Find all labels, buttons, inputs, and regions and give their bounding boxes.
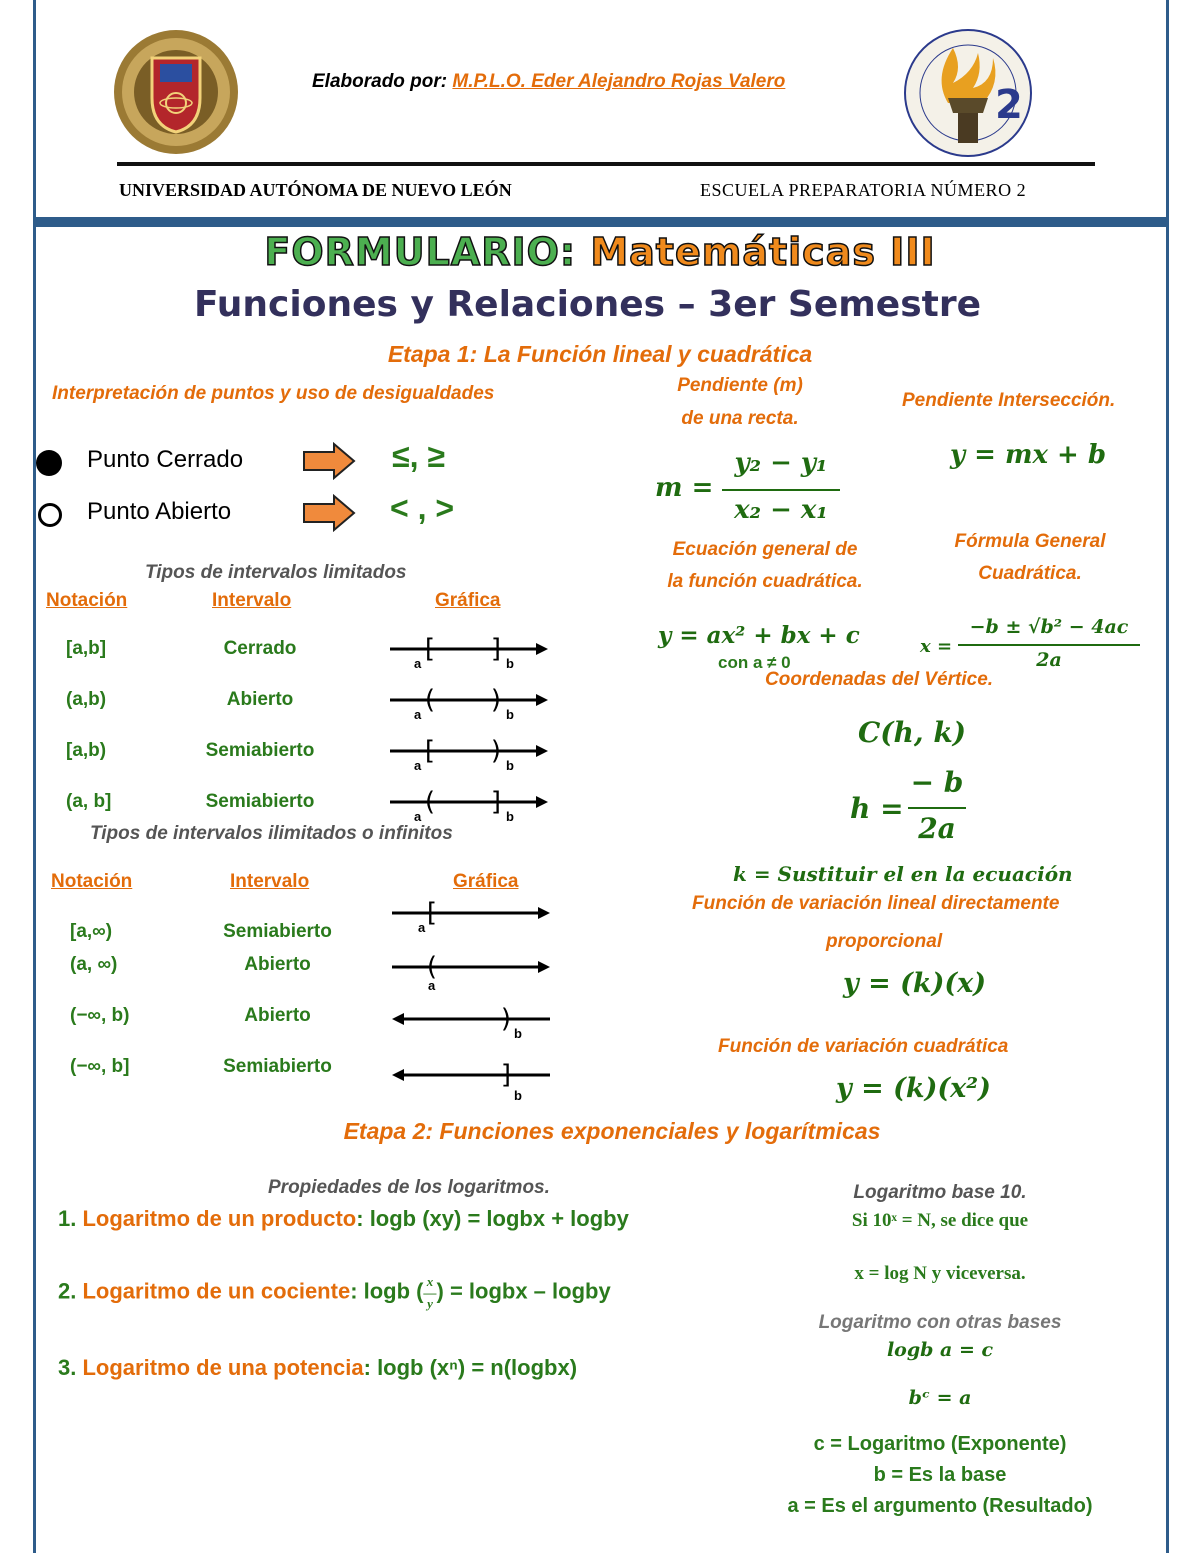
vertice-c: C(h, k)	[858, 716, 967, 749]
otras-bases-heading: Logaritmo con otras bases	[818, 1312, 1062, 1333]
interval-bracket: )	[490, 685, 502, 715]
title-part1: FORMULARIO:	[264, 230, 577, 274]
page-subtitle: Funciones y Relaciones – 3er Semestre	[193, 284, 982, 325]
vertice-h-fraction-bar	[908, 807, 966, 809]
endpoint-label: b	[514, 1088, 522, 1100]
etapa1-heading: Etapa 1: La Función lineal y cuadrática	[387, 341, 813, 367]
pendiente-m: m =	[655, 473, 714, 503]
arrow-right-icon	[302, 442, 356, 480]
col-intervalo: Intervalo	[212, 590, 292, 611]
interval-notation: [a,b]	[66, 638, 107, 659]
ec-general-heading-2: la función cuadrática.	[667, 571, 863, 592]
var-cuad-heading: Función de variación cuadrática	[718, 1036, 1009, 1057]
prop3-number: 3.	[58, 1355, 77, 1380]
formula-general-x: x =	[920, 636, 953, 657]
interval-bracket: [	[424, 634, 436, 664]
prop1-number: 1.	[58, 1206, 77, 1231]
interval-type: Abierto	[244, 1005, 311, 1026]
interval-type: Semiabierto	[223, 921, 332, 942]
number-line-graph	[388, 777, 550, 827]
var-lineal-formula: y = (k)(x)	[843, 968, 987, 999]
interval-type: Semiabierto	[205, 791, 315, 812]
header-band	[33, 217, 1169, 227]
var-cuad-formula: y = (k)(x²)	[836, 1073, 991, 1104]
interval-bracket: ]	[490, 634, 502, 664]
interval-notation: (a, ∞)	[70, 954, 118, 975]
interval-notation: (a,b)	[66, 689, 107, 710]
interval-notation: (−∞, b]	[70, 1056, 130, 1077]
author-name: M.P.L.O. Eder Alejandro Rojas Valero	[452, 71, 786, 92]
endpoint-label: b	[506, 656, 514, 671]
punto-cerrado-label: Punto Cerrado	[87, 446, 244, 473]
arrow-left-icon	[392, 1069, 404, 1081]
arrow-right-icon	[536, 745, 548, 757]
otras-bases-formula-1: logb a = c	[886, 1339, 994, 1361]
interval-bracket: (	[426, 952, 438, 982]
number-line-graph	[390, 942, 552, 992]
vertice-h-denominator: 2a	[918, 812, 956, 845]
col-grafica-inf: Gráfica	[453, 871, 519, 892]
interval-type: Cerrado	[223, 638, 297, 659]
title-part2: Matemáticas III	[590, 230, 936, 274]
interval-notation: (a, b]	[66, 791, 112, 812]
col-notacion-inf: Notación	[51, 871, 133, 892]
pendiente-heading-2: de una recta.	[681, 408, 799, 429]
col-grafica: Gráfica	[435, 590, 501, 611]
closed-point-icon	[36, 450, 62, 476]
prop3-formula: : logb (xⁿ) = n(logbx)	[363, 1355, 578, 1380]
arrow-right-icon	[536, 643, 548, 655]
formula-general-denominator: 2a	[1036, 649, 1062, 671]
open-symbols: < , >	[390, 490, 455, 526]
uanl-seal-logo	[112, 28, 240, 156]
prop2	[58, 1276, 611, 1309]
school-name: ESCUELA PREPARATORIA NÚMERO 2	[700, 180, 1027, 200]
def-b: b = Es la base	[873, 1464, 1007, 1486]
vertice-heading: Coordenadas del Vértice.	[765, 669, 994, 690]
open-point-icon	[38, 503, 62, 527]
prepa2-logo	[903, 28, 1033, 158]
pendiente-denominator: x₂ − x₁	[734, 495, 828, 525]
page-title	[0, 230, 1200, 274]
arrow-right-icon	[302, 494, 356, 532]
endpoint-label: a	[428, 978, 436, 992]
ec-general-formula: y = ax² + bx + c	[658, 622, 860, 649]
punto-abierto-label: Punto Abierto	[87, 498, 232, 525]
endpoint-label: a	[418, 920, 426, 935]
endpoint-label: b	[506, 758, 514, 773]
var-lineal-heading-2: proporcional	[826, 931, 943, 952]
prop2-fraction: x ― y	[423, 1274, 437, 1311]
header-divider	[117, 162, 1095, 166]
interval-bracket: ]	[490, 787, 502, 817]
interval-type: Abierto	[226, 689, 294, 710]
interval-bracket: )	[500, 1004, 512, 1034]
otras-bases-formula-2: bᶜ = a	[908, 1387, 972, 1409]
prop3-text: Logaritmo de una potencia	[82, 1355, 364, 1380]
interval-type: Semiabierto	[223, 1056, 332, 1077]
number-line-graph	[390, 994, 552, 1044]
interval-type: Abierto	[244, 954, 311, 975]
interval-type: Semiabierto	[205, 740, 315, 761]
interval-bracket: [	[426, 898, 438, 928]
vertice-k: k = Sustituir el en la ecuación	[733, 862, 1073, 886]
interval-bracket: [	[424, 736, 436, 766]
author-line	[312, 71, 785, 93]
vertice-h-numerator: − b	[910, 766, 964, 799]
col-intervalo-inf: Intervalo	[230, 871, 310, 892]
endpoint-label: b	[506, 809, 514, 824]
pendiente-numerator: y₂ − y₁	[734, 448, 828, 478]
base10-line2: x = log N y viceversa.	[854, 1263, 1026, 1284]
interp-heading: Interpretación de puntos y uso de desigualdades	[52, 383, 495, 404]
vertice-h: h =	[850, 792, 904, 825]
prop3	[58, 1355, 577, 1381]
prepa2-logo-number: 2	[995, 82, 1023, 128]
endpoint-label: a	[414, 656, 422, 671]
base10-line1: Si 10ˣ = N, se dice que	[851, 1210, 1029, 1231]
interval-bracket: (	[424, 787, 436, 817]
arrow-right-icon	[536, 796, 548, 808]
formula-general-fraction-bar	[958, 644, 1140, 646]
endpoint-label: b	[514, 1026, 522, 1041]
arrow-right-icon	[536, 694, 548, 706]
endpoint-label: b	[506, 707, 514, 722]
number-line-graph	[388, 624, 550, 674]
prop2-text: Logaritmo de un cociente	[82, 1278, 351, 1304]
interval-notation: [a,∞)	[70, 921, 113, 942]
closed-symbols: ≤, ≥	[392, 438, 445, 474]
interval-notation: (−∞, b)	[70, 1005, 130, 1026]
arrow-left-icon	[392, 1013, 404, 1025]
var-lineal-heading-1: Función de variación lineal directamente	[692, 893, 1060, 914]
arrow-right-icon	[538, 961, 550, 973]
prop2-number: 2.	[58, 1278, 77, 1304]
prop1	[58, 1206, 629, 1232]
prop1-text: Logaritmo de un producto	[82, 1206, 357, 1231]
infinite-heading: Tipos de intervalos ilimitados o infinitos	[90, 823, 453, 844]
interval-bracket: ]	[500, 1060, 512, 1090]
pend-inter-heading: Pendiente Intersección.	[902, 390, 1116, 411]
endpoint-label: a	[414, 758, 422, 773]
university-name: UNIVERSIDAD AUTÓNOMA DE NUEVO LEÓN	[119, 180, 512, 200]
pend-inter-formula: y = mx + b	[950, 440, 1107, 470]
etapa2-heading: Etapa 2: Funciones exponenciales y logarítmicas	[343, 1118, 881, 1144]
pendiente-heading-1: Pendiente (m)	[677, 375, 803, 396]
formula-general-heading-1: Fórmula General	[954, 531, 1106, 552]
number-line-graph	[388, 726, 550, 776]
pendiente-fraction-bar	[722, 489, 840, 491]
number-line-graph	[388, 675, 550, 725]
elaborado-label: Elaborado por:	[312, 71, 448, 92]
prop1-formula: : logb (xy) = logbx + logby	[356, 1206, 629, 1231]
arrow-right-icon	[538, 907, 550, 919]
interval-bracket: )	[490, 736, 502, 766]
number-line-graph	[390, 1050, 552, 1100]
formula-general-numerator: −b ± √b² − 4ac	[969, 616, 1129, 638]
base10-heading: Logaritmo base 10.	[853, 1182, 1027, 1203]
formula-general-heading-2: Cuadrática.	[978, 563, 1082, 584]
prop2-formula-a: : logb (	[350, 1278, 424, 1304]
endpoint-label: a	[414, 809, 422, 824]
def-a: a = Es el argumento (Resultado)	[787, 1495, 1093, 1517]
propiedades-heading: Propiedades de los logaritmos.	[268, 1177, 550, 1198]
ec-general-condition: con a ≠ 0	[718, 653, 791, 672]
prop2-formula-b: ) = logbx – logby	[436, 1278, 611, 1304]
endpoint-label: a	[414, 707, 422, 722]
col-notacion: Notación	[46, 590, 128, 611]
number-line-graph	[390, 888, 552, 938]
interval-notation: [a,b)	[66, 740, 107, 761]
ec-general-heading-1: Ecuación general de	[672, 539, 858, 560]
interval-bracket: (	[424, 685, 436, 715]
def-c: c = Logaritmo (Exponente)	[813, 1433, 1067, 1455]
limited-heading: Tipos de intervalos limitados	[145, 562, 407, 583]
